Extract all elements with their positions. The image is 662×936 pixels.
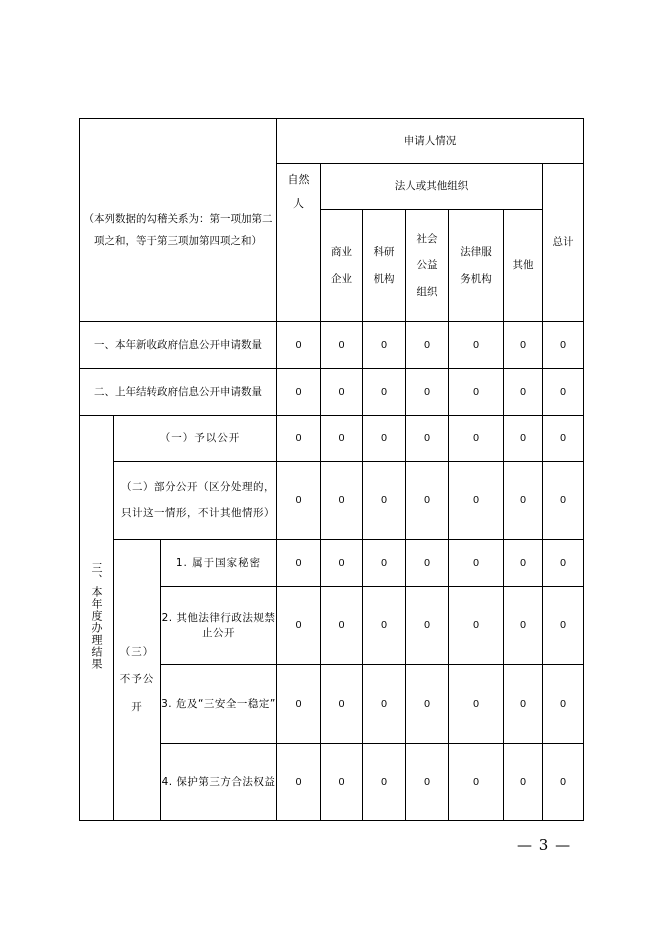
value-cell: 0	[363, 665, 406, 744]
value-cell: 0	[321, 744, 363, 821]
value-cell: 0	[543, 587, 584, 665]
table-row	[80, 462, 584, 540]
value-cell: 0	[543, 462, 584, 540]
value-cell: 0	[543, 322, 584, 369]
table-row	[80, 416, 584, 462]
value-cell: 0	[504, 416, 543, 462]
value-cell: 0	[543, 665, 584, 744]
value-cell: 0	[449, 587, 504, 665]
legal-service-header: 法律服务机构	[449, 210, 504, 322]
row-label: 3. 危及“三安全一稳定”	[161, 665, 277, 744]
value-cell: 0	[321, 462, 363, 540]
page-number: — 3 —	[517, 836, 572, 854]
other-header: 其他	[504, 210, 543, 322]
value-cell: 0	[321, 416, 363, 462]
section3-label: 三、本年度办理结果	[80, 416, 114, 821]
legal-org-header: 法人或其他组织	[321, 164, 543, 210]
value-cell: 0	[504, 322, 543, 369]
commercial-header: 商业企业	[321, 210, 363, 322]
row-label: 2. 其他法律行政法规禁止公开	[161, 587, 277, 665]
row-label: （一）予以公开	[114, 416, 277, 462]
value-cell: 0	[449, 416, 504, 462]
row-label: 4. 保护第三方合法权益	[161, 744, 277, 821]
value-cell: 0	[504, 744, 543, 821]
value-cell: 0	[406, 587, 449, 665]
row-label: 二、上年结转政府信息公开申请数量	[80, 369, 277, 416]
value-cell: 0	[321, 540, 363, 587]
value-cell: 0	[504, 540, 543, 587]
value-cell: 0	[449, 322, 504, 369]
value-cell: 0	[321, 665, 363, 744]
table-row	[80, 540, 584, 587]
value-cell: 0	[406, 416, 449, 462]
value-cell: 0	[277, 540, 321, 587]
row-label: 1. 属于国家秘密	[161, 540, 277, 587]
total-header: 总计	[543, 164, 584, 322]
value-cell: 0	[406, 744, 449, 821]
natural-person-header: 自然人	[277, 164, 321, 322]
value-cell: 0	[543, 369, 584, 416]
value-cell: 0	[277, 322, 321, 369]
not-disclosed-label: （三）不予公开	[114, 540, 161, 821]
value-cell: 0	[406, 369, 449, 416]
value-cell: 0	[543, 416, 584, 462]
value-cell: 0	[277, 744, 321, 821]
value-cell: 0	[543, 744, 584, 821]
value-cell: 0	[406, 540, 449, 587]
table-row	[80, 369, 584, 416]
value-cell: 0	[504, 665, 543, 744]
value-cell: 0	[449, 369, 504, 416]
table-row	[80, 322, 584, 369]
value-cell: 0	[363, 416, 406, 462]
value-cell: 0	[277, 665, 321, 744]
value-cell: 0	[277, 369, 321, 416]
formula-note: （本列数据的勾稽关系为：第一项加第二项之和，等于第三项加第四项之和）	[80, 119, 277, 322]
value-cell: 0	[406, 462, 449, 540]
value-cell: 0	[277, 462, 321, 540]
value-cell: 0	[363, 369, 406, 416]
value-cell: 0	[406, 665, 449, 744]
information-disclosure-table	[79, 118, 584, 821]
value-cell: 0	[504, 369, 543, 416]
value-cell: 0	[321, 587, 363, 665]
social-welfare-header: 社会公益组织	[406, 210, 449, 322]
value-cell: 0	[321, 322, 363, 369]
value-cell: 0	[363, 744, 406, 821]
value-cell: 0	[277, 587, 321, 665]
value-cell: 0	[363, 540, 406, 587]
value-cell: 0	[449, 665, 504, 744]
value-cell: 0	[449, 744, 504, 821]
value-cell: 0	[363, 587, 406, 665]
row-label: （二）部分公开（区分处理的，只计这一情形，不计其他情形）	[114, 462, 277, 540]
value-cell: 0	[363, 462, 406, 540]
value-cell: 0	[449, 540, 504, 587]
research-header: 科研机构	[363, 210, 406, 322]
value-cell: 0	[363, 322, 406, 369]
value-cell: 0	[321, 369, 363, 416]
value-cell: 0	[449, 462, 504, 540]
value-cell: 0	[504, 587, 543, 665]
value-cell: 0	[406, 322, 449, 369]
value-cell: 0	[277, 416, 321, 462]
value-cell: 0	[543, 540, 584, 587]
value-cell: 0	[504, 462, 543, 540]
row-label: 一、本年新收政府信息公开申请数量	[80, 322, 277, 369]
applicant-situation-header: 申请人情况	[277, 119, 584, 164]
